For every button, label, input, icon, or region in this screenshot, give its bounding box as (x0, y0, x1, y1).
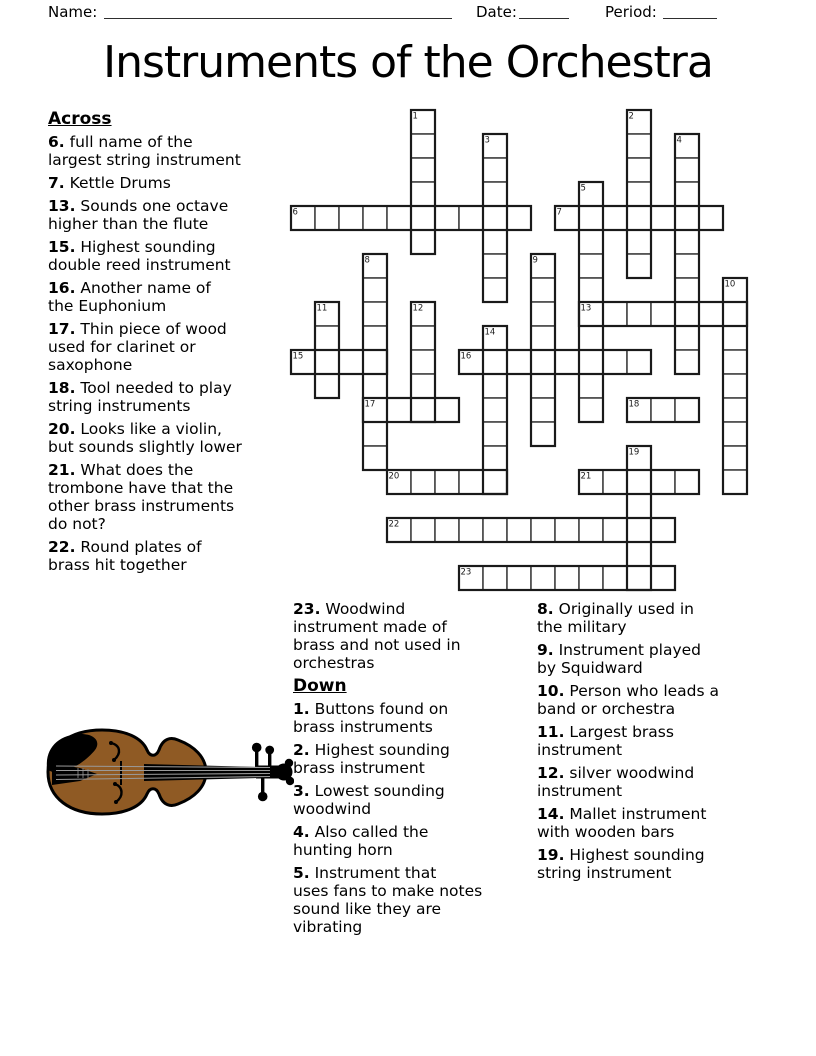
grid-cell (675, 230, 699, 254)
clue-column-middle (293, 600, 482, 941)
grid-cell (483, 230, 507, 254)
grid-cell (555, 566, 579, 590)
grid-cell (483, 350, 507, 374)
clue-18-across: 18. Tool needed to play string instruments (48, 379, 232, 415)
grid-cell (435, 398, 459, 422)
grid-cell (603, 302, 627, 326)
grid-cell (675, 398, 699, 422)
grid-cell (627, 542, 651, 566)
grid-cell (651, 206, 675, 230)
grid-cell (723, 350, 747, 374)
grid-cell (723, 374, 747, 398)
grid-cell (699, 302, 723, 326)
clue-12-down: 12. silver woodwind instrument (537, 764, 695, 800)
cell-number-9: 9 (532, 255, 538, 266)
period-label: Period: (605, 3, 657, 21)
grid-cell (459, 518, 483, 542)
cell-number-21: 21 (580, 471, 592, 482)
grid-cell (531, 350, 555, 374)
cell-number-12: 12 (412, 303, 424, 314)
grid-cell (411, 326, 435, 350)
clue-23-across: 23. Woodwind instrument made of brass and not used in orchestras (293, 600, 461, 672)
grid-cell (675, 206, 699, 230)
grid-cell (675, 254, 699, 278)
grid-cell (363, 350, 387, 374)
clue-4-down: 4. Also called the hunting horn (293, 823, 429, 859)
grid-cell (387, 206, 411, 230)
page-title: Instruments of the Orchestra (103, 37, 713, 88)
grid-cell (627, 254, 651, 278)
grid-cell (363, 278, 387, 302)
grid-cell (483, 254, 507, 278)
cell-number-1: 1 (412, 111, 418, 122)
grid-cell (411, 158, 435, 182)
grid-cell (507, 518, 531, 542)
grid-cell (483, 158, 507, 182)
grid-cell (315, 326, 339, 350)
across-header: Across (48, 109, 112, 129)
cell-number-11: 11 (316, 303, 328, 314)
grid-cell (483, 470, 507, 494)
clue-13-across: 13. Sounds one octave higher than the flute (48, 197, 229, 233)
grid-cell (387, 398, 411, 422)
grid-cell (531, 566, 555, 590)
grid-cell (627, 302, 651, 326)
grid-cell (411, 350, 435, 374)
cell-number-3: 3 (484, 135, 490, 146)
name-label: Name: (48, 3, 98, 21)
grid-cell (627, 182, 651, 206)
grid-cell (627, 230, 651, 254)
grid-cell (363, 206, 387, 230)
grid-cell (627, 566, 651, 590)
grid-cell (507, 350, 531, 374)
grid-cell (483, 278, 507, 302)
grid-cell (579, 278, 603, 302)
cell-number-16: 16 (460, 351, 472, 362)
grid-cell (603, 518, 627, 542)
cell-number-15: 15 (292, 351, 304, 362)
grid-cell (579, 398, 603, 422)
violin-fhole-dot (114, 800, 118, 804)
grid-cell (411, 134, 435, 158)
grid-cell (723, 470, 747, 494)
grid-cell (651, 302, 675, 326)
grid-cell (651, 398, 675, 422)
grid-cell (411, 398, 435, 422)
cell-number-19: 19 (628, 447, 640, 458)
grid-cell (363, 422, 387, 446)
clue-14-down: 14. Mallet instrument with wooden bars (537, 805, 707, 841)
grid-cell (315, 374, 339, 398)
clue-22-across: 22. Round plates of brass hit together (48, 538, 202, 574)
grid-cell (363, 374, 387, 398)
grid-cell (675, 302, 699, 326)
cell-number-18: 18 (628, 399, 640, 410)
grid-cell (651, 518, 675, 542)
grid-cell (531, 278, 555, 302)
grid-cell (315, 350, 339, 374)
grid-cell (579, 350, 603, 374)
grid-cell (579, 230, 603, 254)
grid-cell (531, 326, 555, 350)
name-blank-line (104, 4, 452, 19)
grid-cell (435, 518, 459, 542)
violin-fhole-dot (113, 782, 117, 786)
cell-number-7: 7 (556, 207, 562, 218)
date-blank-line (519, 4, 569, 19)
grid-cell (723, 326, 747, 350)
grid-cell (603, 350, 627, 374)
cell-number-17: 17 (364, 399, 376, 410)
date-label: Date: (476, 3, 517, 21)
grid-cell (531, 374, 555, 398)
grid-cell (339, 206, 363, 230)
grid-cell (483, 398, 507, 422)
grid-cell (555, 350, 579, 374)
grid-cell (723, 398, 747, 422)
grid-cell (531, 518, 555, 542)
clue-1-down: 1. Buttons found on brass instruments (293, 700, 449, 736)
grid-cell (531, 398, 555, 422)
grid-cell (603, 206, 627, 230)
grid-cell (459, 206, 483, 230)
grid-cell (483, 182, 507, 206)
grid-cell (483, 422, 507, 446)
clue-9-down: 9. Instrument played by Squidward (537, 641, 702, 677)
grid-cell (315, 206, 339, 230)
grid-cell (411, 182, 435, 206)
clue-7-across: 7. Kettle Drums (48, 174, 171, 192)
grid-cell (579, 206, 603, 230)
cell-number-8: 8 (364, 255, 370, 266)
grid-cell (579, 254, 603, 278)
cell-number-22: 22 (388, 519, 400, 530)
cell-number-13: 13 (580, 303, 592, 314)
grid-cell (723, 446, 747, 470)
grid-cell (483, 374, 507, 398)
grid-cell (363, 326, 387, 350)
violin-illustration (44, 723, 294, 821)
grid-cell (675, 158, 699, 182)
grid-cell (411, 374, 435, 398)
grid-cell (411, 206, 435, 230)
grid-cell (723, 302, 747, 326)
clue-20-across: 20. Looks like a violin, but sounds slightly lower (48, 420, 242, 456)
grid-cell (627, 134, 651, 158)
clue-19-down: 19. Highest sounding string instrument (537, 846, 705, 882)
cell-number-23: 23 (460, 567, 472, 578)
grid-cell (675, 470, 699, 494)
grid-cell (363, 446, 387, 470)
grid-cell (459, 470, 483, 494)
grid-cell (507, 566, 531, 590)
grid-cell (435, 206, 459, 230)
grid-cell (651, 470, 675, 494)
clue-10-down: 10. Person who leads a band or orchestra (537, 682, 719, 718)
violin-fhole-dot (112, 758, 116, 762)
grid-cell (723, 422, 747, 446)
cell-number-2: 2 (628, 111, 634, 122)
grid-cell (531, 302, 555, 326)
grid-cell (483, 206, 507, 230)
clue-2-down: 2. Highest sounding brass instrument (293, 741, 450, 777)
grid-cell (675, 326, 699, 350)
violin-peg-knob (252, 743, 262, 753)
grid-cell (627, 350, 651, 374)
cell-number-4: 4 (676, 135, 682, 146)
grid-cell (651, 566, 675, 590)
grid-cell (627, 494, 651, 518)
grid-cell (627, 206, 651, 230)
violin-scroll-knob (286, 777, 294, 785)
violin-fhole-dot (109, 741, 113, 745)
grid-cell (483, 518, 507, 542)
clue-3-down: 3. Lowest sounding woodwind (293, 782, 445, 818)
clue-8-down: 8. Originally used in the military (537, 600, 695, 636)
cell-number-5: 5 (580, 183, 586, 194)
cell-number-10: 10 (724, 279, 736, 290)
clue-17-across: 17. Thin piece of wood used for clarinet or saxophone (48, 320, 227, 374)
period-blank-line (663, 4, 717, 19)
violin-svg (44, 723, 294, 821)
grid-cell (699, 206, 723, 230)
grid-cell (627, 470, 651, 494)
clue-6-across: 6. full name of the largest string instrument (48, 133, 241, 169)
clue-column-left (48, 110, 242, 579)
grid-cell (531, 422, 555, 446)
grid-cell (411, 470, 435, 494)
grid-cell (579, 374, 603, 398)
grid-cell (483, 566, 507, 590)
clue-21-across: 21. What does the trombone have that the other brass instruments do not? (48, 461, 235, 533)
grid-cell (555, 518, 579, 542)
clue-column-right (537, 600, 719, 887)
cell-number-20: 20 (388, 471, 400, 482)
grid-cell (627, 518, 651, 542)
grid-cell (579, 326, 603, 350)
grid-cell (603, 470, 627, 494)
grid-cell (603, 566, 627, 590)
grid-cell (507, 206, 531, 230)
grid-cell (579, 566, 603, 590)
grid-cell (411, 230, 435, 254)
clue-16-across: 16. Another name of the Euphonium (48, 279, 211, 315)
clue-5-down: 5. Instrument that uses fans to make notes sound like they are vibrating (293, 864, 483, 936)
grid-cell (411, 518, 435, 542)
grid-cell (675, 182, 699, 206)
violin-scroll-knob (285, 759, 293, 767)
grid-cell (675, 350, 699, 374)
clue-15-across: 15. Highest sounding double reed instrument (48, 238, 231, 274)
violin-peg-knob (258, 792, 268, 802)
down-header: Down (293, 676, 347, 696)
grid-cell (363, 302, 387, 326)
grid-cell (339, 350, 363, 374)
grid-cell (579, 518, 603, 542)
grid-cell (627, 158, 651, 182)
grid-cell (435, 470, 459, 494)
crossword-grid (288, 107, 750, 597)
grid-cell (483, 446, 507, 470)
clue-11-down: 11. Largest brass instrument (537, 723, 674, 759)
grid-cell (675, 278, 699, 302)
violin-peg-knob (265, 746, 274, 755)
cell-number-6: 6 (292, 207, 298, 218)
cell-number-14: 14 (484, 327, 496, 338)
